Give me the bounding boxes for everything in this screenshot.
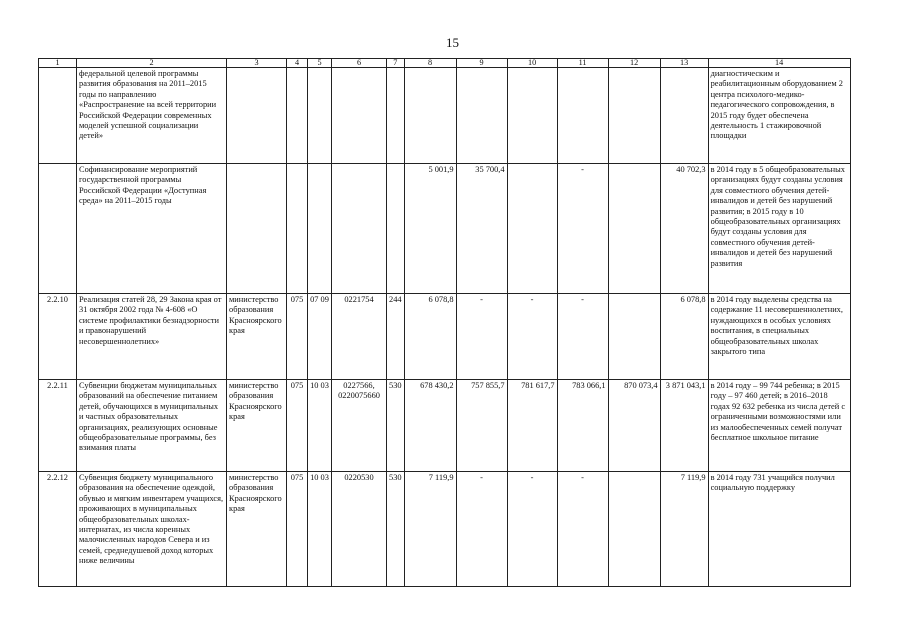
- amount-2016: [507, 68, 557, 164]
- expected-result: диагностическим и реабилитационным оборудованием 2 центра психолого-медико-педагогического сопровождения, в 2015 году будет обеспечена деятельность 1 стажировочной площадки: [708, 68, 850, 164]
- gr-code: 075: [287, 294, 308, 380]
- csr-code: 0227566, 0220075660: [332, 380, 387, 472]
- csr-code: 0220530: [332, 472, 387, 587]
- table-row: [39, 294, 851, 380]
- item-description: Субвенция бюджету муниципального образования на обеспечение одеждой, обувью и мягким инвентарем учащихся, проживающих в муниципальных общеобразовательных школах-интернатах, из числа коренных малочисленных народов Севера и из семей, среднедушевой доход которых ниже величины: [77, 472, 227, 587]
- header-cell: 10: [507, 59, 557, 68]
- header-cell: 5: [308, 59, 332, 68]
- amount-2015: 35 700,4: [456, 164, 507, 294]
- item-description: Субвенции бюджетам муниципальных образований на обеспечение питанием детей, обучающихся в муниципальных и частных образовательных организациях, реализующих основные общеобразовательные программы, без взимания платы: [77, 380, 227, 472]
- header-cell: 14: [708, 59, 850, 68]
- amount-2017: -: [557, 472, 608, 587]
- header-cell: 2: [77, 59, 227, 68]
- rzpr-code: 10 03: [308, 380, 332, 472]
- gr-code: 075: [287, 380, 308, 472]
- amount-2014: [404, 68, 456, 164]
- amount-2018: [608, 294, 660, 380]
- amount-2014: 678 430,2: [404, 380, 456, 472]
- amount-2014: 7 119,9: [404, 472, 456, 587]
- amount-2015: [456, 68, 507, 164]
- amount-2017: 783 066,1: [557, 380, 608, 472]
- amount-2016: -: [507, 472, 557, 587]
- amount-2018: [608, 68, 660, 164]
- budget-table: [38, 58, 851, 587]
- amount-2015: -: [456, 294, 507, 380]
- amount-2015: 757 855,7: [456, 380, 507, 472]
- header-cell: 11: [557, 59, 608, 68]
- header-cell: 3: [227, 59, 287, 68]
- amount-2016: [507, 164, 557, 294]
- amount-2017: -: [557, 294, 608, 380]
- amount-2015: -: [456, 472, 507, 587]
- amount-2018: 870 073,4: [608, 380, 660, 472]
- rzpr-code: 10 03: [308, 472, 332, 587]
- csr-code: 0221754: [332, 294, 387, 380]
- amount-2018: [608, 472, 660, 587]
- table-row: [39, 164, 851, 294]
- rzpr-code: [308, 164, 332, 294]
- header-cell: 9: [456, 59, 507, 68]
- gr-code: [287, 68, 308, 164]
- amount-2016: -: [507, 294, 557, 380]
- rzpr-code: [308, 68, 332, 164]
- vr-code: 530: [387, 472, 405, 587]
- item-number: [39, 68, 77, 164]
- amount-total: 3 871 043,1: [660, 380, 708, 472]
- vr-code: [387, 68, 405, 164]
- item-description: федеральной целевой программы развития образования на 2011–2015 годы по направлению «Распространение на всей территории Российской Федерации современных моделей успешной социализации детей»: [77, 68, 227, 164]
- vr-code: 530: [387, 380, 405, 472]
- header-cell: 12: [608, 59, 660, 68]
- amount-2014: 6 078,8: [404, 294, 456, 380]
- amount-total: 40 702,3: [660, 164, 708, 294]
- amount-2014: 5 001,9: [404, 164, 456, 294]
- amount-2017: -: [557, 164, 608, 294]
- item-number: 2.2.10: [39, 294, 77, 380]
- item-number: 2.2.12: [39, 472, 77, 587]
- amount-total: [660, 68, 708, 164]
- csr-code: [332, 164, 387, 294]
- amount-total: 7 119,9: [660, 472, 708, 587]
- responsible-body: министерство образования Красноярского края: [227, 472, 287, 587]
- header-cell: 7: [387, 59, 405, 68]
- gr-code: 075: [287, 472, 308, 587]
- responsible-body: министерство образования Красноярского края: [227, 380, 287, 472]
- table-row: [39, 68, 851, 164]
- responsible-body: [227, 68, 287, 164]
- column-number-row: [39, 59, 851, 68]
- item-number: 2.2.11: [39, 380, 77, 472]
- table-row: [39, 472, 851, 587]
- header-cell: 4: [287, 59, 308, 68]
- header-cell: 8: [404, 59, 456, 68]
- vr-code: [387, 164, 405, 294]
- expected-result: в 2014 году – 99 744 ребенка; в 2015 году – 97 460 детей; в 2016–2018 годах 92 632 ребенка из числа детей с ограниченными возможностями или из малообеспеченных семей получат бесплатное школьное питание: [708, 380, 850, 472]
- responsible-body: министерство образования Красноярского края: [227, 294, 287, 380]
- table-row: [39, 380, 851, 472]
- expected-result: в 2014 году в 5 общеобразовательных организациях будут созданы условия для совместного обучения детей-инвалидов и детей без нарушений развития; в 2015 году в 10 общеобразовательных организациях будут созданы условия для совместного обучения детей-инвалидов и детей без нарушений развития: [708, 164, 850, 294]
- amount-2018: [608, 164, 660, 294]
- header-cell: 1: [39, 59, 77, 68]
- rzpr-code: 07 09: [308, 294, 332, 380]
- amount-2016: 781 617,7: [507, 380, 557, 472]
- vr-code: 244: [387, 294, 405, 380]
- page-number: 15: [446, 35, 459, 50]
- header-cell: 6: [332, 59, 387, 68]
- responsible-body: [227, 164, 287, 294]
- amount-total: 6 078,8: [660, 294, 708, 380]
- amount-2017: [557, 68, 608, 164]
- gr-code: [287, 164, 308, 294]
- expected-result: в 2014 году 731 учащийся получил социальную поддержку: [708, 472, 850, 587]
- item-description: Софинансирование мероприятий государственной программы Российской Федерации «Доступная среда» на 2011–2015 годы: [77, 164, 227, 294]
- item-description: Реализация статей 28, 29 Закона края от 31 октября 2002 года № 4-608 «О системе профилактики безнадзорности и правонарушений несовершеннолетних»: [77, 294, 227, 380]
- expected-result: в 2014 году выделены средства на содержание 11 несовершеннолетних, нуждающихся в особых условиях воспитания, в специальных общеобразовательных школах закрытого типа: [708, 294, 850, 380]
- item-number: [39, 164, 77, 294]
- header-cell: 13: [660, 59, 708, 68]
- csr-code: [332, 68, 387, 164]
